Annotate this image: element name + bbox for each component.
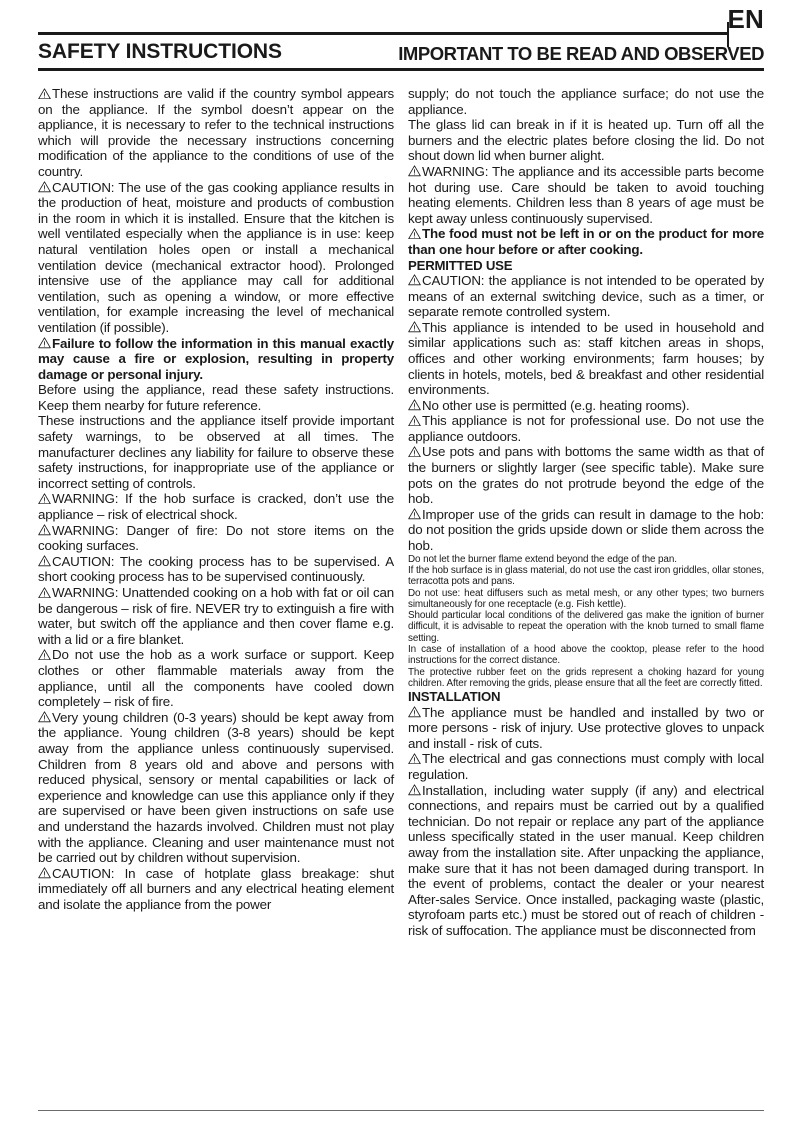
p-children-text: Very young children (0-3 years) should be kept away from the appliance. Young children (3-8 years) should be kept away from the appliance unless continuously supervised. Children from 8 years old and above and persons with reduced physical, sensory or mental capabilities or lack of experience and knowledge can use this appliance only if they are supervised or have been given instructions on safe use and understand the hazards involved. Children must not play with the appliance. Cleaning and user maintenance must not be carried out by children without supervision. (38, 709, 394, 866)
p-important-warnings (38, 413, 394, 491)
h-permitted-use (408, 258, 764, 273)
warning-triangle-icon (408, 321, 421, 333)
p-caution-supervised (38, 554, 394, 585)
p-glass-material (408, 565, 764, 588)
p-supply-continued-text: supply; do not touch the appliance surface; do not use the appliance. (408, 86, 764, 117)
language-code: EN (727, 4, 764, 34)
p-children (38, 710, 394, 866)
warning-triangle-icon (408, 165, 421, 177)
warning-triangle-icon (38, 337, 51, 349)
warning-triangle-icon (408, 508, 421, 520)
warning-triangle-icon (408, 784, 421, 796)
p-household-use (408, 320, 764, 398)
page-header (38, 0, 764, 71)
p-electrical-gas-connections (408, 751, 764, 782)
p-rubber-feet-text: The protective rubber feet on the grids represent a choking hazard for young children. After removing the grids, please ensure that all the feet are correctly fitted. (408, 666, 764, 689)
p-two-persons (408, 705, 764, 752)
p-burner-flame-text: Do not let the burner flame extend beyond the edge of the pan. (408, 553, 677, 565)
p-no-other-use (408, 398, 764, 414)
p-supply-continued (408, 86, 764, 117)
p-not-professional-text: This appliance is not for professional use. Do not use the appliance outdoors. (408, 413, 764, 444)
p-work-surface-text: Do not use the hob as a work surface or support. Keep clothes or other flammable materials away from the appliance, until all the components have cooled down completely – risk of fire. (38, 647, 394, 710)
p-burner-flame (408, 554, 764, 565)
left-column (38, 86, 394, 939)
p-improper-grids (408, 507, 764, 554)
warning-triangle-icon (38, 181, 51, 193)
p-local-gas-conditions (408, 610, 764, 644)
p-food-not-left-text: The food must not be left in or on the product for more than one hour before or after cooking. (408, 226, 764, 257)
p-country-symbol-text: These instructions are valid if the country symbol appears on the appliance. If the symbol doesn’t appear on the appliance, it is necessary to refer to the technical instructions which will provide the necessary instructions concerning modification of the appliance to the conditions of use of the country. (38, 86, 394, 179)
p-caution-external-switching (408, 273, 764, 320)
p-glass-lid (408, 117, 764, 164)
footer-rule (38, 1110, 764, 1111)
warning-triangle-icon (38, 493, 51, 505)
warning-triangle-icon (408, 274, 421, 286)
p-two-persons-text: The appliance must be handled and installed by two or more persons - risk of injury. Use protective gloves to unpack and install - risk of cuts. (408, 704, 764, 751)
p-failure-to-follow-text: Failure to follow the information in this manual exactly may cause a fire or explosion, resulting in property damage or personal injury. (38, 335, 394, 382)
p-pots-and-pans-text: Use pots and pans with bottoms the same width as that of the burners or slightly larger (see specific table). Make sure pots on the grates do not protrude beyond the edge of the hob. (408, 444, 764, 507)
p-before-using-text: Before using the appliance, read these safety instructions. Keep them nearby for future reference. (38, 382, 394, 413)
right-column (408, 86, 764, 939)
p-installation-technician (408, 783, 764, 939)
p-warning-cracked-hob-text: WARNING: If the hob surface is cracked, don’t use the appliance – risk of electrical shock. (38, 491, 394, 523)
p-local-gas-conditions-text: Should particular local conditions of the delivered gas make the ignition of burner difficult, it is advisable to repeat the operation with the knob turned to small flame setting. (408, 610, 764, 644)
warning-triangle-icon (38, 88, 51, 100)
warning-triangle-icon (408, 415, 421, 427)
h-installation (408, 689, 764, 704)
p-before-using (38, 382, 394, 413)
p-hotplate-breakage (38, 866, 394, 913)
p-food-not-left (408, 226, 764, 257)
p-hotplate-breakage-text: CAUTION: In case of hotplate glass breakage: shut immediately off all burners and any electrical heating element and isolate the appliance from the power (38, 865, 394, 912)
p-heat-diffusers-text: Do not use: heat diffusers such as metal mesh, or any other types; two burners simultaneously for one receptacle (e.g. Fish kettle). (408, 587, 764, 610)
p-hood-installation (408, 644, 764, 667)
header-bottom-rule (38, 68, 764, 71)
warning-triangle-icon (408, 446, 421, 458)
warning-triangle-icon (38, 711, 51, 723)
p-not-professional (408, 413, 764, 444)
p-caution-external-switching-text: CAUTION: the appliance is not intended to be operated by means of an external switching device, such as a timer, or separate remote controlled system. (408, 272, 764, 320)
p-glass-material-text: If the hob surface is in glass material, do not use the cast iron griddles, ollar stones, terracotta pots and pans. (408, 564, 764, 588)
p-improper-grids-text: Improper use of the grids can result in damage to the hob: do not position the grids upside down or slide them across the hob. (408, 506, 764, 554)
p-warning-cracked-hob (38, 491, 394, 522)
warning-triangle-icon (408, 228, 421, 240)
h-permitted-use-text: PERMITTED USE (408, 257, 513, 273)
page-subtitle: IMPORTANT TO BE READ AND OBSERVED (398, 42, 764, 64)
p-hood-installation-text: In case of installation of a hood above the cooktop, please refer to the hood instructions for the correct distance. (408, 644, 764, 667)
h-installation-text: INSTALLATION (408, 689, 501, 705)
p-warning-unattended-cooking (38, 585, 394, 647)
page-title: SAFETY INSTRUCTIONS (38, 40, 282, 63)
p-work-surface (38, 647, 394, 709)
warning-triangle-icon (38, 524, 51, 536)
p-pots-and-pans (408, 444, 764, 506)
p-important-warnings-text: These instructions and the appliance itself provide important safety warnings, to be observed at all times. The manufacturer declines any liability for failure to observe these safety instructions, for inappropriate use of the appliance or incorrect setting of controls. (38, 413, 394, 491)
p-heat-diffusers (408, 588, 764, 611)
p-warning-danger-fire (38, 523, 394, 554)
warning-triangle-icon (408, 399, 421, 411)
p-warning-hot-parts (408, 164, 764, 226)
header-title-row (38, 18, 764, 65)
warning-triangle-icon (38, 555, 51, 567)
content-columns (38, 86, 764, 939)
p-installation-technician-text: Installation, including water supply (if any) and electrical connections, and repairs must be carried out by a qualified technician. Do not repair or replace any part of the appliance unless specifically stated in the user manual. Keep children away from the installation site. After unpacking the appliance, make sure that it has not been damaged during transport. In the event of problems, contact the dealer or your nearest After-sales Service. Once installed, packaging waste (plastic, styrofoam parts etc.) must be stored out of reach of children - risk of suffocation. The appliance must be disconnected from (408, 782, 764, 938)
p-electrical-gas-connections-text: The electrical and gas connections must comply with local regulation. (408, 751, 764, 782)
warning-triangle-icon (408, 706, 421, 718)
p-no-other-use-text: No other use is permitted (e.g. heating rooms). (422, 397, 690, 413)
warning-triangle-icon (38, 867, 51, 879)
p-country-symbol (38, 86, 394, 180)
warning-triangle-icon (38, 649, 51, 661)
p-household-use-text: This appliance is intended to be used in household and similar applications such as: staff kitchen areas in shops, offices and other working environments; farm houses; by clients in hotels, motels, bed & breakfast and other residential environments. (408, 319, 764, 398)
p-rubber-feet (408, 667, 764, 690)
p-caution-supervised-text: CAUTION: The cooking process has to be supervised. A short cooking process has to be supervised continuously. (38, 553, 394, 585)
p-caution-gas-cooking (38, 180, 394, 336)
p-glass-lid-text: The glass lid can break in if it is heated up. Turn off all the burners and the electric plates before closing the lid. Do not shout down lid when burner alight. (408, 117, 764, 164)
p-failure-to-follow (38, 336, 394, 383)
p-warning-danger-fire-text: WARNING: Danger of fire: Do not store items on the cooking surfaces. (38, 522, 394, 554)
warning-triangle-icon (408, 753, 421, 765)
warning-triangle-icon (38, 587, 51, 599)
p-warning-unattended-cooking-text: WARNING: Unattended cooking on a hob with fat or oil can be dangerous – risk of fire. NEVER try to extinguish a fire with water, but switch off the appliance and then cover flame e.g. with a lid or a fire blanket. (38, 585, 394, 647)
p-caution-gas-cooking-text: CAUTION: The use of the gas cooking appliance results in the production of heat, moisture and products of combustion in the room in which it is installed. Ensure that the kitchen is well ventilated especially when the appliance is in use: keep natural ventilation holes open or install a mechanical ventilation device (mechanical extractor hood). Prolonged intensive use of the appliance may call for additional ventilation, such as opening a window, or more effective ventilation, for example increasing the level of mechanical ventilation (if possible). (38, 179, 394, 335)
p-warning-hot-parts-text: WARNING: The appliance and its accessible parts become hot during use. Care should be taken to avoid touching heating elements. Children less than 8 years of age must be kept away unless continuously supervised. (408, 163, 764, 226)
